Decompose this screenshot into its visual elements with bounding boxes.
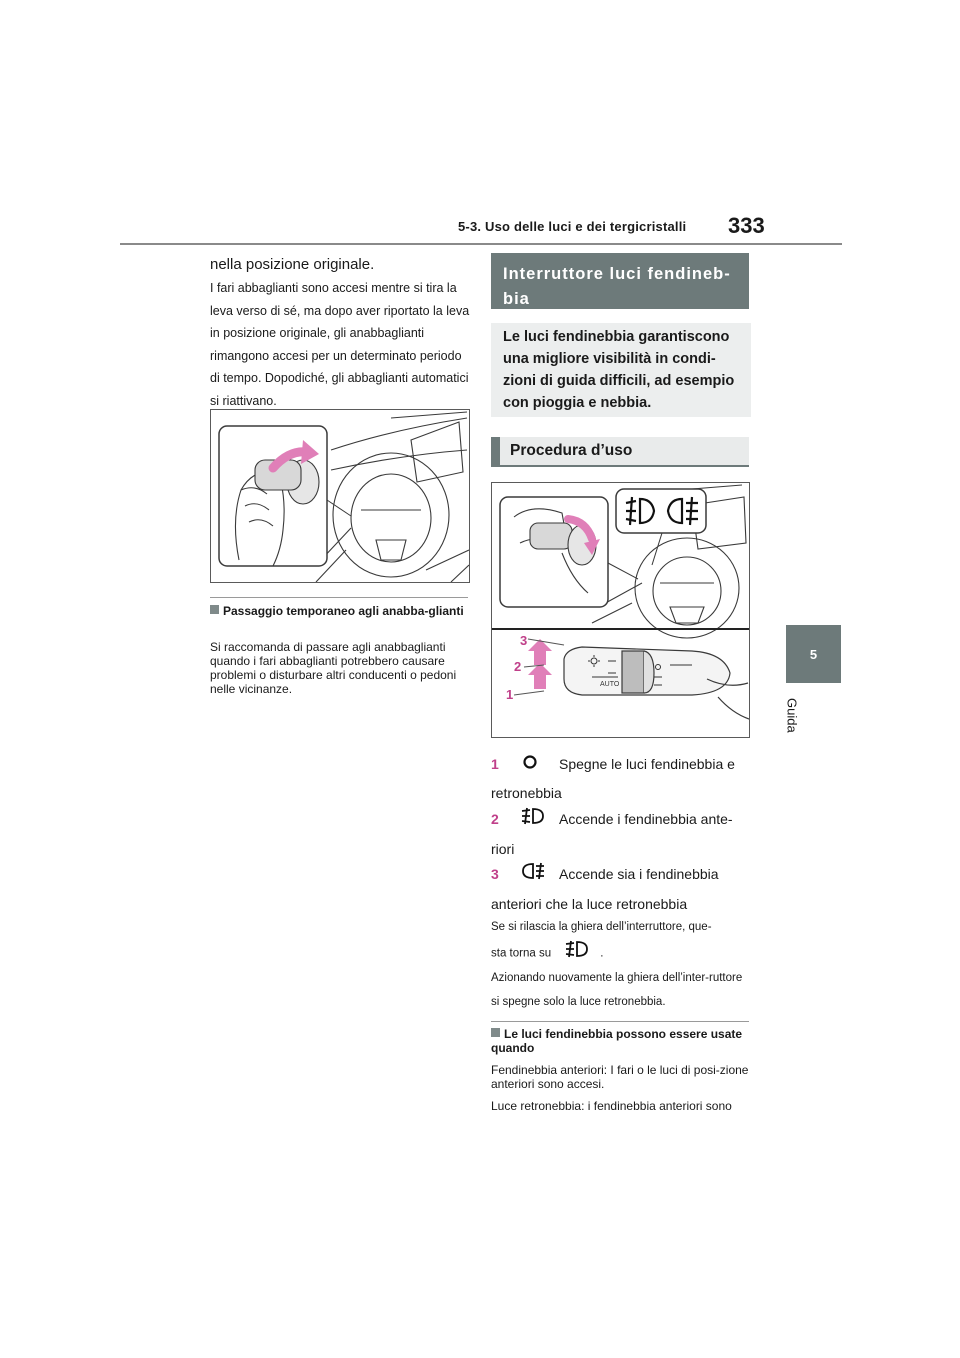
step-1: 1 Spegne le luci fendinebbia e retronebbia [491, 750, 761, 807]
front-fog-light-icon [519, 806, 559, 835]
step-3: 3 Accende sia i fendinebbia anteriori che la luce retronebbia [491, 860, 761, 918]
procedure-title: Procedura d’uso [491, 437, 749, 467]
note-divider [210, 597, 468, 598]
square-bullet-icon [210, 605, 219, 614]
chapter-label: Guida [784, 697, 800, 733]
temporary-switch-note-body: Si raccomanda di passare agli anabbaglianti quando i fari abbaglianti potrebbero causare problemi o disturbare altri conducenti o pedoni nelle vicinanze. [210, 640, 457, 696]
fog-switch-illustration [492, 483, 749, 737]
section-header: 5-3. Uso delle luci e dei tergicristalli [458, 219, 687, 234]
square-bullet-icon [491, 1028, 500, 1037]
temporary-switch-note-title: Passaggio temporaneo agli anabba-glianti [210, 604, 472, 618]
header-divider [120, 243, 842, 245]
usage-front-fog: Fendinebbia anteriori: I fari o le luci di posi-zione anteriori sono accesi. [491, 1063, 749, 1091]
usage-divider [491, 1021, 749, 1022]
figure-number-2: 2 [514, 659, 522, 674]
auto-label: AUTO [600, 681, 620, 688]
press-again-note: Azionando nuovamente la ghiera dell’inter-ruttore si spegne solo la luce retronebbia. [491, 972, 743, 1008]
figure-number-3: 3 [520, 633, 528, 648]
usage-note-title: Le luci fendinebbia possono essere usate quando [491, 1027, 743, 1055]
front-fog-light-icon [554, 939, 600, 968]
chapter-tab[interactable]: 5 [786, 625, 841, 683]
rear-fog-light-icon [519, 861, 559, 890]
fog-switch-figure [491, 482, 750, 738]
fog-off-icon [519, 751, 559, 779]
page-number: 333 [728, 213, 765, 238]
release-note: Se si rilascia la ghiera dell’interruttore, que- sta torna su . [491, 915, 753, 968]
lever-pull-illustration [211, 410, 469, 582]
fog-light-section-title: Interruttore luci fendineb-bia [491, 253, 749, 309]
step-2: 2 Accende i fendinebbia ante- riori [491, 805, 761, 863]
fog-light-intro: Le luci fendinebbia garantiscono una migliore visibilità in condi-zioni di guida difficili, ad esempio con pioggia e nebbia. [491, 323, 751, 417]
continued-text: nella posizione originale. [210, 256, 375, 273]
figure-number-1: 1 [506, 687, 514, 702]
lever-pull-figure [210, 409, 470, 583]
usage-rear-fog: Luce retronebbia: i fendinebbia anteriori sono [491, 1099, 732, 1113]
high-beam-paragraph: I fari abbaglianti sono accesi mentre si tira la leva verso di sé, ma dopo aver riportato la leva in posizione originale, gli anabbaglianti rimangono accesi per un determinato periodo di tempo. Dopodiché, gli abbaglianti automatici si riattivano. [210, 281, 470, 408]
